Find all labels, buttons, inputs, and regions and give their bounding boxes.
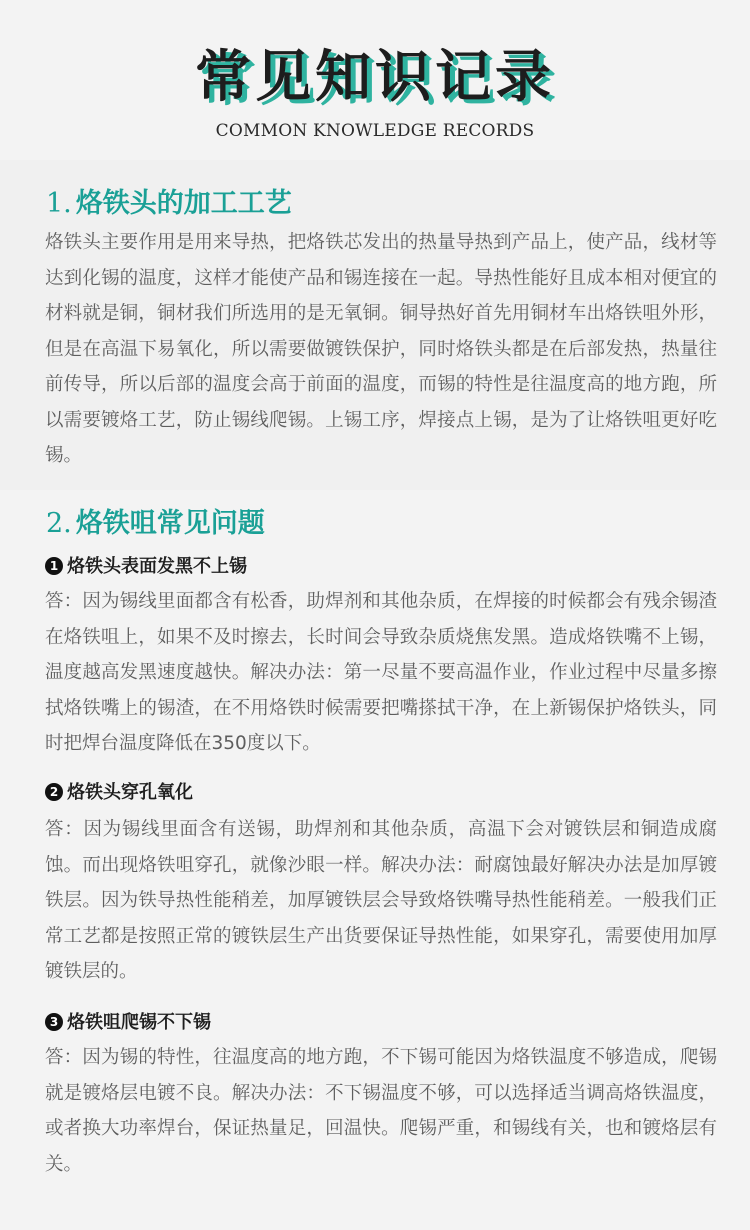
section-title: 烙铁头的加工工艺 — [75, 188, 292, 219]
section-title: 烙铁咀常见问题 — [75, 508, 265, 539]
question-label: 烙铁头穿孔氧化 — [67, 782, 193, 803]
question-title — [45, 1010, 211, 1036]
section-number: 2. — [46, 508, 72, 539]
answer-text: 答：因为锡的特性，往温度高的地方跑，不下锡可能因为烙铁温度不够造成，爬锡就是镀烙层电镀不良。解决办法：不下锡温度不够，可以选择适当调高烙铁温度，或者换大功率焊台，保证热量足，回温快。爬锡严重，和锡线有关，也和镀烙层有关。 — [45, 1047, 717, 1175]
question-title — [45, 554, 247, 580]
page-title: 常见知识记录 — [195, 45, 555, 110]
header — [0, 0, 750, 160]
question-title — [45, 780, 193, 806]
question-label: 烙铁咀爬锡不下锡 — [67, 1012, 211, 1033]
answer-text: 答：因为锡线里面都含有松香，助焊剂和其他杂质，在焊接的时候都会有残余锡渣在烙铁咀上，如果不及时擦去，长时间会导致杂质烧焦发黑。造成烙铁嘴不上锡，温度越高发黑速度越快。解决办法：第一尽量不要高温作业，作业过程中尽量多擦拭烙铁嘴上的锡渣，在不用烙铁时候需要把嘴搽拭干净，在上新锡保护烙铁头，同时把焊台温度降低在350度以下。 — [45, 591, 717, 754]
section-processing — [0, 160, 750, 490]
number-badge: 3 — [45, 1013, 63, 1031]
section-number: 1. — [46, 188, 72, 219]
section-heading — [46, 506, 265, 542]
section-common-problems — [0, 490, 750, 1230]
page-subtitle: COMMON KNOWLEDGE RECORDS — [215, 121, 535, 141]
number-badge: 1 — [45, 557, 63, 575]
question-label: 烙铁头表面发黑不上锡 — [67, 556, 247, 577]
answer-text: 答：因为锡线里面含有送锡，助焊剂和其他杂质，高温下会对镀铁层和铜造成腐蚀。而出现烙铁咀穿孔，就像沙眼一样。解决办法：耐腐蚀最好解决办法是加厚镀铁层。因为铁导热性能稍差，加厚镀铁层会导致烙铁嘴导热性能稍差。一般我们正常工艺都是按照正常的镀铁层生产出货要保证导热性能，如果穿孔，需要使用加厚镀铁层的。 — [45, 819, 717, 982]
section-heading — [46, 186, 292, 222]
section-body: 烙铁头主要作用是用来导热，把烙铁芯发出的热量导热到产品上，使产品，线材等达到化锡的温度，这样才能使产品和锡连接在一起。导热性能好且成本相对便宜的材料就是铜，铜材我们所选用的是无氧铜。铜导热好首先用铜材车出烙铁咀外形，但是在高温下易氧化，所以需要做镀铁保护，同时烙铁头都是在后部发热，热量往前传导，所以后部的温度会高于前面的温度，而锡的特性是往温度高的地方跑，所以需要镀烙工艺，防止锡线爬锡。上锡工序，焊接点上锡，是为了让烙铁咀更好吃锡。 — [45, 232, 717, 466]
number-badge: 2 — [45, 783, 63, 801]
